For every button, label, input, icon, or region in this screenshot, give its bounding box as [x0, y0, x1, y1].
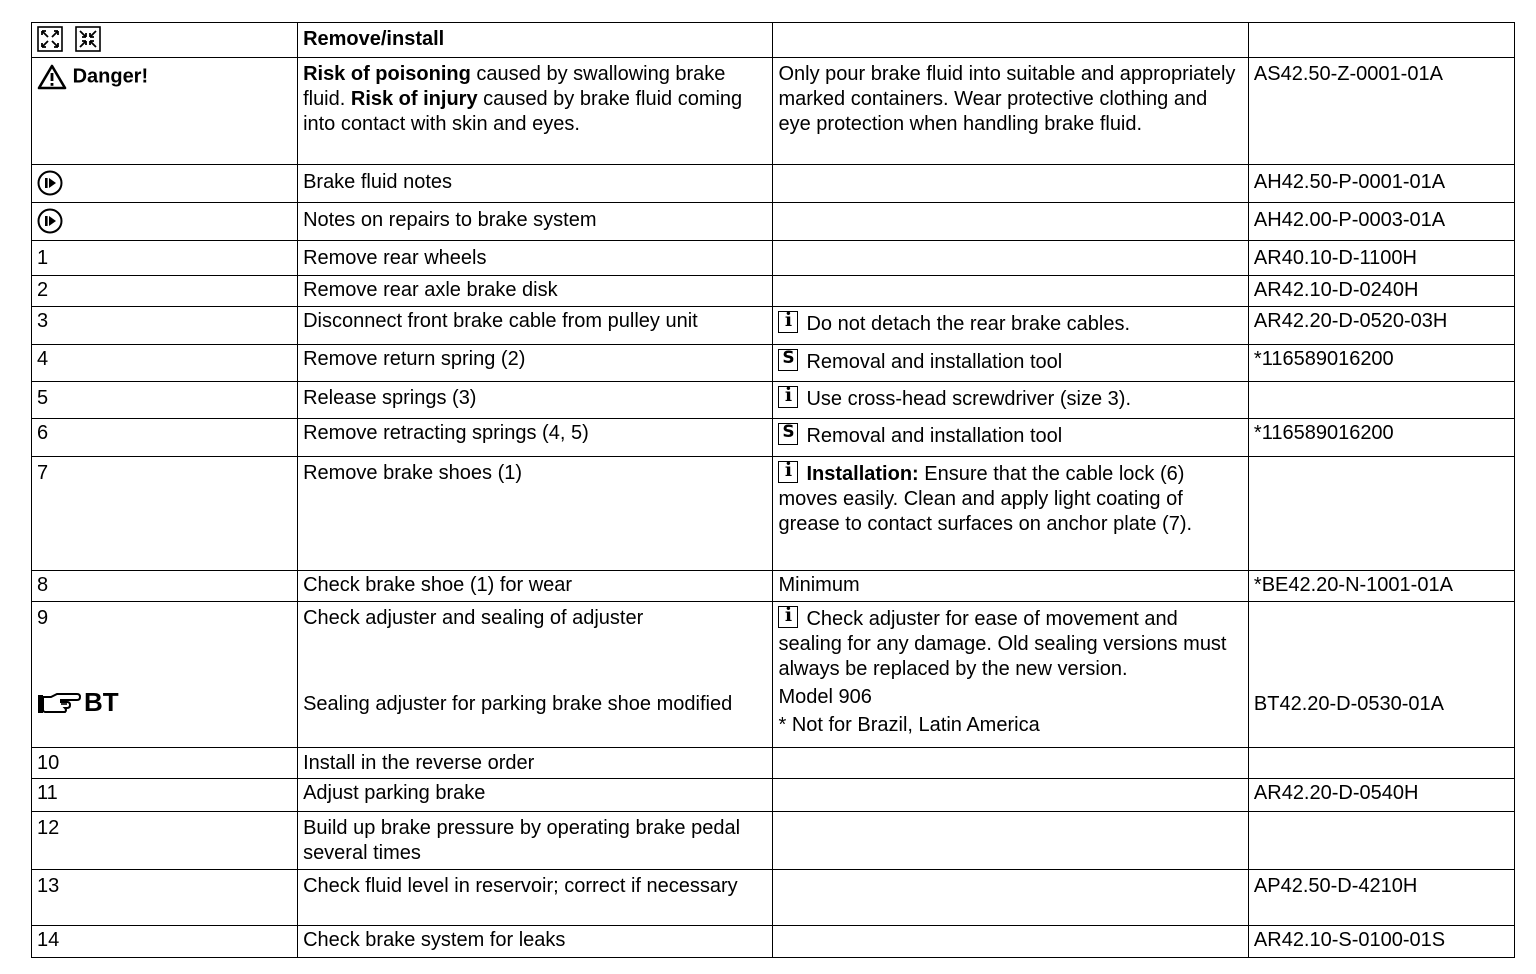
header-row	[32, 23, 1515, 58]
procedure-table	[31, 22, 1515, 958]
danger-risk-cell	[298, 58, 773, 165]
step-row	[32, 382, 1515, 419]
note-text: Notes on repairs to brake system	[298, 203, 773, 241]
note-arrow-icon	[37, 208, 63, 234]
risk-injury-label: Risk of injury	[350, 88, 478, 110]
header-icons-cell	[32, 23, 298, 58]
step-note	[773, 419, 1248, 457]
step-ref-link[interactable]: AR42.20-D-0540H	[1248, 779, 1514, 812]
step-note-text: Removal and installation tool	[806, 351, 1063, 373]
step-action: Remove rear axle brake disk	[298, 276, 773, 307]
step-action: Release springs (3)	[298, 382, 773, 419]
step-note	[773, 276, 1248, 307]
bt-marker	[37, 687, 292, 722]
step-note-block	[778, 606, 1242, 682]
step-action-cell	[298, 602, 773, 748]
step-note-text: Minimum	[773, 571, 1248, 602]
step-note-text: Removal and installation tool	[806, 425, 1063, 447]
note-icon-cell	[32, 165, 298, 203]
step-note-text: Check adjuster for ease of movement and sealing for any damage. Old sealing versions must always be replaced by the new version.	[778, 608, 1227, 680]
bt-action: Sealing adjuster for parking brake shoe modified	[303, 693, 733, 715]
step-ref-link[interactable]	[1248, 812, 1514, 870]
step-ref-link[interactable]	[1248, 457, 1514, 571]
step-action: Check adjuster and sealing of adjuster	[303, 607, 644, 629]
installation-label: Installation:	[806, 463, 919, 485]
step-number: 3	[32, 307, 298, 345]
step-row	[32, 571, 1515, 602]
warning-triangle-icon	[37, 64, 67, 90]
step-row	[32, 307, 1515, 345]
step-number: 9	[37, 607, 49, 629]
step-number: 4	[32, 345, 298, 382]
header-empty-cell	[1248, 23, 1514, 58]
step-ref-link[interactable]: *116589016200	[1248, 419, 1514, 457]
remove-symbol-icon	[37, 26, 63, 52]
step-number: 1	[32, 241, 298, 276]
risk-poisoning-text: caused by swallowing brake fluid.	[303, 63, 726, 110]
special-tool-icon: S	[778, 349, 798, 371]
step-note	[773, 602, 1248, 748]
step-row	[32, 870, 1515, 926]
step-ref-link[interactable]: *116589016200	[1248, 345, 1514, 382]
note-ref-link[interactable]: AH42.00-P-0003-01A	[1248, 203, 1514, 241]
step-row	[32, 419, 1515, 457]
danger-label-cell	[32, 58, 298, 165]
step-action: Check brake shoe (1) for wear	[298, 571, 773, 602]
step-action: Check fluid level in reservoir; correct if necessary	[298, 870, 773, 926]
bt-note-line2: * Not for Brazil, Latin America	[778, 714, 1040, 736]
step-row	[32, 602, 1515, 748]
step-note-text: Do not detach the rear brake cables.	[806, 313, 1131, 335]
step-row	[32, 241, 1515, 276]
step-note-text: Ensure that the cable lock (6) moves easily. Clean and apply light coating of grease to contact surfaces on anchor plate (7).	[778, 463, 1193, 535]
step-note	[773, 382, 1248, 419]
step-note	[773, 870, 1248, 926]
step-row	[32, 779, 1515, 812]
step-ref-link[interactable]: AP42.50-D-4210H	[1248, 870, 1514, 926]
step-row	[32, 926, 1515, 958]
bt-ref-link[interactable]: BT42.20-D-0530-01A	[1253, 693, 1445, 715]
step-note	[773, 748, 1248, 779]
risk-poisoning-label: Risk of poisoning	[303, 63, 471, 85]
special-tool-icon: S	[778, 423, 798, 445]
step-action: Remove return spring (2)	[298, 345, 773, 382]
step-number: 13	[32, 870, 298, 926]
step-number: 6	[32, 419, 298, 457]
step-action: Remove rear wheels	[298, 241, 773, 276]
info-icon: i	[778, 386, 798, 408]
risk-injury-text: caused by brake fluid coming into contact with skin and eyes.	[303, 88, 743, 135]
step-ref-link[interactable]: *BE42.20-N-1001-01A	[1248, 571, 1514, 602]
info-icon: i	[778, 311, 798, 333]
step-row	[32, 812, 1515, 870]
step-action: Adjust parking brake	[298, 779, 773, 812]
step-ref-link[interactable]: AR42.10-S-0100-01S	[1248, 926, 1514, 958]
step-ref-link[interactable]: AR42.10-D-0240H	[1248, 276, 1514, 307]
step-number: 7	[32, 457, 298, 571]
note-arrow-icon	[37, 170, 63, 196]
step-note	[773, 812, 1248, 870]
step-ref-link[interactable]	[1248, 748, 1514, 779]
pointing-hand-icon	[37, 691, 81, 715]
step-note	[773, 779, 1248, 812]
bt-label: BT	[84, 687, 119, 717]
note-empty-cell	[773, 203, 1248, 241]
step-ref-link[interactable]	[1248, 382, 1514, 419]
step-note	[773, 345, 1248, 382]
step-number: 12	[32, 812, 298, 870]
step-number-cell	[32, 602, 298, 748]
step-row	[32, 748, 1515, 779]
step-action: Check brake system for leaks	[298, 926, 773, 958]
bt-note-line1: Model 906	[778, 686, 872, 708]
step-note-text: Use cross-head screwdriver (size 3).	[806, 388, 1132, 410]
step-note	[773, 307, 1248, 345]
step-number: 10	[32, 748, 298, 779]
step-number: 11	[32, 779, 298, 812]
install-symbol-icon	[75, 26, 101, 52]
procedure-sheet	[31, 22, 1515, 958]
step-row	[32, 276, 1515, 307]
step-number: 8	[32, 571, 298, 602]
step-number: 14	[32, 926, 298, 958]
danger-ref-link[interactable]: AS42.50-Z-0001-01A	[1248, 58, 1514, 165]
info-icon: i	[778, 461, 798, 483]
step-note	[773, 241, 1248, 276]
danger-label: Danger!	[72, 65, 149, 88]
step-action: Build up brake pressure by operating brake pedal several times	[298, 812, 773, 870]
note-row	[32, 203, 1515, 241]
step-action: Remove brake shoes (1)	[298, 457, 773, 571]
note-ref-link[interactable]: AH42.50-P-0001-01A	[1248, 165, 1514, 203]
step-ref-link[interactable]: AR40.10-D-1100H	[1248, 241, 1514, 276]
danger-measure-cell: Only pour brake fluid into suitable and appropriately marked containers. Wear protective clothing and eye protection when handling brake fluid.	[773, 58, 1248, 165]
note-text: Brake fluid notes	[298, 165, 773, 203]
step-action: Install in the reverse order	[298, 748, 773, 779]
step-note	[773, 926, 1248, 958]
step-ref-cell	[1248, 602, 1514, 748]
info-icon: i	[778, 606, 798, 628]
step-action: Disconnect front brake cable from pulley unit	[298, 307, 773, 345]
note-icon-cell	[32, 203, 298, 241]
header-empty-cell	[773, 23, 1248, 58]
step-note	[773, 457, 1248, 571]
step-row	[32, 457, 1515, 571]
note-row	[32, 165, 1515, 203]
note-empty-cell	[773, 165, 1248, 203]
step-action: Remove retracting springs (4, 5)	[298, 419, 773, 457]
step-ref-link[interactable]: AR42.20-D-0520-03H	[1248, 307, 1514, 345]
bt-marker-group	[37, 687, 119, 717]
step-number: 2	[32, 276, 298, 307]
header-title: Remove/install	[298, 23, 773, 58]
step-number: 5	[32, 382, 298, 419]
danger-row	[32, 58, 1515, 165]
step-row	[32, 345, 1515, 382]
